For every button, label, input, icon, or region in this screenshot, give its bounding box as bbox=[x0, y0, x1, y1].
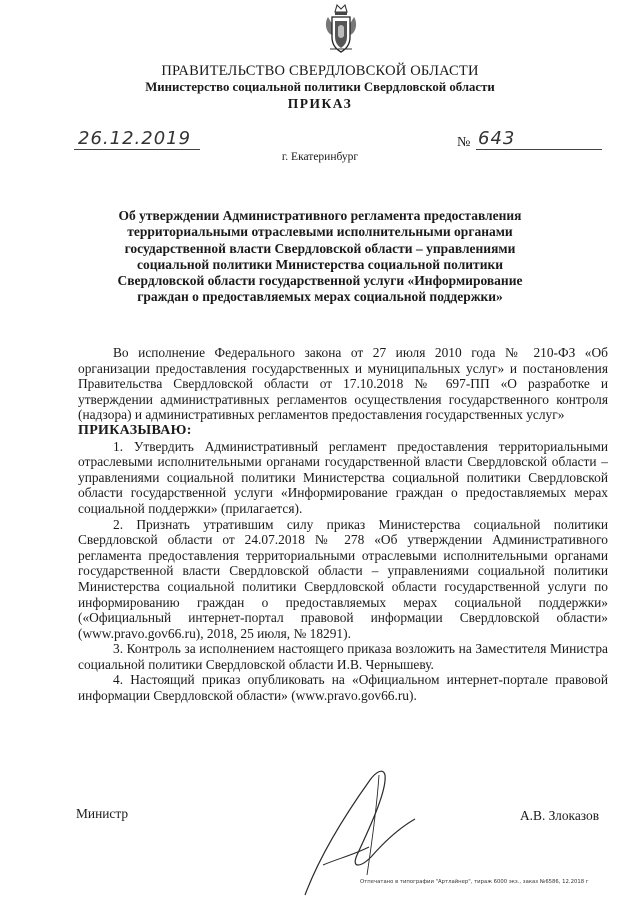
order-date: 26.12.2019 bbox=[78, 128, 192, 149]
signatory-name: А.В. Злоказов bbox=[520, 808, 600, 823]
preamble-paragraph: Во исполнение Федерального закона от 27 июля 2010 года № 210-ФЗ «Об организации предоставления государственных и муниципальных услуг» и постановления Правительства Свердловской области от 17.10.2018 № 697-ПП «О разработке и утверждении административных регламентов осуществления государственного контроля (надзора) и административных регламентов предоставления государственных услуг» bbox=[78, 345, 608, 423]
order-number-label: № bbox=[457, 135, 471, 150]
document-body bbox=[78, 345, 608, 704]
print-note: Отпечатано в типографии "Артлайнер", тираж 6000 экз., заказ №6586, 12.2018 г bbox=[360, 879, 589, 885]
orders-label: ПРИКАЗЫВАЮ: bbox=[78, 422, 192, 438]
document-title: Об утверждении Административного регламента предоставления территориальными отраслевыми исполнительными органами государственной власти Свердловской области – управлениями социальной политики Министерства социальной политики Свердловской области государственной услуги «Информирование граждан о предоставляемых мерах социальной поддержки» bbox=[117, 208, 523, 305]
date-underline bbox=[74, 149, 200, 150]
order-number: 643 bbox=[478, 128, 516, 149]
order-item-1: 1. Утвердить Административный регламент предоставления территориальными отраслевыми исполнительными органами государственной власти Свердловской области – управлениями социальной политики Министерства социальной политики Свердловской области государственной услуги «Информирование граждан о предоставляемых мерах социальной поддержки» (прилагается). bbox=[78, 438, 608, 516]
document-type-heading: ПРИКАЗ bbox=[287, 96, 353, 111]
signatory-position: Министр bbox=[76, 806, 129, 821]
order-item-4: 4. Настоящий приказ опубликовать на «Официальном интернет-портале правовой информации Свердловской области» (www.pravo.gov66.ru). bbox=[78, 672, 608, 704]
number-underline bbox=[476, 149, 602, 150]
city-label: г. Екатеринбург bbox=[281, 151, 359, 163]
ministry-heading: Министерство социальной политики Свердловской области bbox=[145, 80, 495, 94]
coat-of-arms-emblem bbox=[323, 3, 359, 57]
government-heading: ПРАВИТЕЛЬСТВО СВЕРДЛОВСКОЙ ОБЛАСТИ bbox=[161, 63, 479, 79]
order-item-3: 3. Контроль за исполнением настоящего приказа возложить на Заместителя Министра социальной политики Свердловской области И.В. Чернышеву. bbox=[78, 641, 608, 672]
order-item-2: 2. Признать утратившим силу приказ Министерства социальной политики Свердловской области от 24.07.2018 № 278 «Об утверждении Административного регламента предоставления территориальными отраслевыми исполнительными органами государственной власти Свердловской области – управлениями социальной политики Министерства социальной политики Свердловской области государственной услуги по информированию граждан о предоставляемых мерах социальной поддержки» («Официальный интернет-портал правовой информации Свердловской области» (www.pravo.gov66.ru), 2018, 25 июля, № 18291). bbox=[78, 516, 608, 641]
